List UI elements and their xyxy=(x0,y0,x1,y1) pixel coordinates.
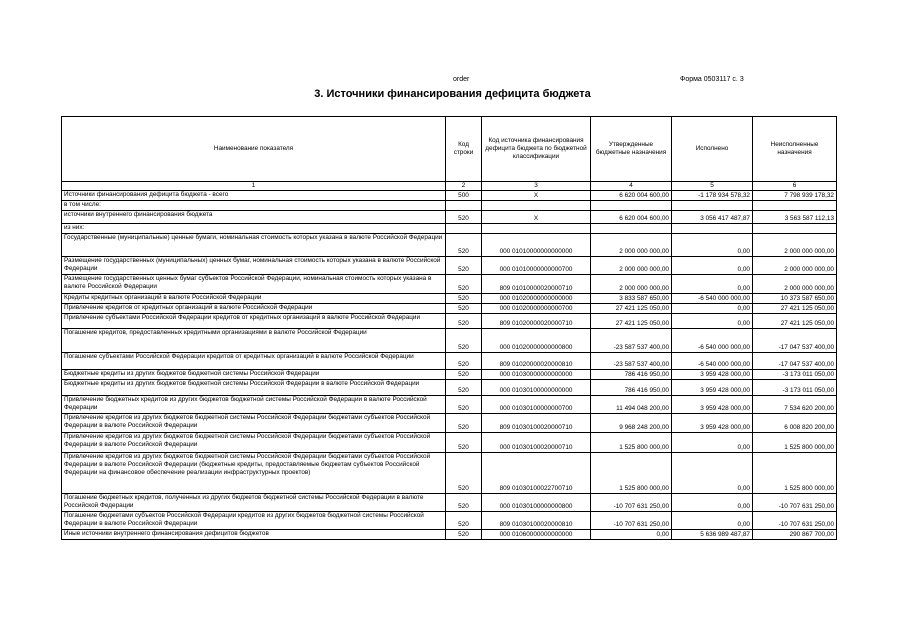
row-executed: 0,00 xyxy=(672,275,753,294)
row-source-code: X xyxy=(482,191,591,201)
row-source-code: 000 01030000000000000 xyxy=(482,370,591,380)
row-line-code: 520 xyxy=(446,304,482,314)
row-approved: 27 421 125 050,00 xyxy=(591,314,672,329)
row-executed: -1 178 934 578,32 xyxy=(672,191,753,201)
row-line-code: 520 xyxy=(446,414,482,433)
row-source-code: 809 01030100020000810 xyxy=(482,512,591,530)
row-unexecuted: 2 000 000 000,00 xyxy=(753,257,837,275)
row-executed: 3 056 417 487,87 xyxy=(672,211,753,224)
row-name: Привлечение кредитов из других бюджетов бюджетной системы Российской Федерации бюджетами субъектов Российской Федерации в валюте Российской Федерации (бюджетные кредиты, предоставляемые бюджетам субъектов Российской Федерации на финансовое обеспечение реализации инфраструктурных проектов) xyxy=(62,453,446,494)
row-line-code: 520 xyxy=(446,275,482,294)
row-line-code: 520 xyxy=(446,353,482,370)
table-row xyxy=(62,433,837,453)
table-row xyxy=(62,370,837,380)
column-header-executed: Исполнено xyxy=(672,117,753,182)
column-number: 4 xyxy=(591,182,672,191)
row-source-code: X xyxy=(482,211,591,224)
row-source-code: 000 01030100000000700 xyxy=(482,396,591,414)
row-line-code: 520 xyxy=(446,530,482,540)
row-name: источники внутреннего финансирования бюджета xyxy=(62,211,446,224)
table-row xyxy=(62,329,837,353)
row-source-code: 000 01030100000000000 xyxy=(482,380,591,396)
row-approved: 786 416 950,00 xyxy=(591,370,672,380)
row-approved: 3 833 587 650,00 xyxy=(591,294,672,304)
row-line-code: 520 xyxy=(446,234,482,257)
table-row xyxy=(62,314,837,329)
row-executed: -6 540 000 000,00 xyxy=(672,353,753,370)
row-line-code: 520 xyxy=(446,294,482,304)
row-unexecuted: -17 047 537 400,00 xyxy=(753,329,837,353)
column-header-source-code: Код источника финансирования дефицита бюджета по бюджетной классификации xyxy=(482,117,591,182)
table-row xyxy=(62,453,837,494)
row-name: Кредиты кредитных организаций в валюте Российской Федерации xyxy=(62,294,446,304)
row-executed: 5 636 989 487,87 xyxy=(672,530,753,540)
row-executed: 0,00 xyxy=(672,314,753,329)
table-row xyxy=(62,191,837,201)
row-name: Размещение государственных (муниципальных) ценных бумаг, номинальная стоимость которых указана в валюте Российской Федерации xyxy=(62,257,446,275)
row-line-code: 520 xyxy=(446,433,482,453)
row-unexecuted: -3 173 011 050,00 xyxy=(753,370,837,380)
row-source-code: 000 01020000000000700 xyxy=(482,304,591,314)
row-name: Погашение бюджетами субъектов Российской Федерации кредитов из других бюджетов бюджетной системы Российской Федерации в валюте Российской Федерации xyxy=(62,512,446,530)
row-name: Государственные (муниципальные) ценные бумаги, номинальная стоимость которых указана в валюте Российской Федерации xyxy=(62,234,446,257)
row-line-code: 520 xyxy=(446,370,482,380)
row-source-code: 000 01010000000000700 xyxy=(482,257,591,275)
row-unexecuted: -10 707 631 250,00 xyxy=(753,494,837,512)
row-executed: 0,00 xyxy=(672,433,753,453)
table-row xyxy=(62,380,837,396)
row-executed xyxy=(672,224,753,234)
row-line-code: 520 xyxy=(446,453,482,494)
row-line-code: 520 xyxy=(446,257,482,275)
row-unexecuted: 7 798 939 178,32 xyxy=(753,191,837,201)
row-unexecuted: 27 421 125 050,00 xyxy=(753,304,837,314)
row-source-code: 000 01060000000000000 xyxy=(482,530,591,540)
row-executed: 0,00 xyxy=(672,257,753,275)
table-row xyxy=(62,512,837,530)
row-approved: -10 707 631 250,00 xyxy=(591,512,672,530)
row-name: Бюджетные кредиты из других бюджетов бюджетной системы Российской Федерации xyxy=(62,370,446,380)
table-row xyxy=(62,530,837,540)
row-executed: -6 540 000 000,00 xyxy=(672,294,753,304)
row-source-code: 809 01020000020000710 xyxy=(482,314,591,329)
row-source-code: 809 01020000020000810 xyxy=(482,353,591,370)
column-header-approved: Утвержденные бюджетные назначения xyxy=(591,117,672,182)
row-approved: 27 421 125 050,00 xyxy=(591,304,672,314)
row-name: Привлечение бюджетных кредитов из других бюджетов бюджетной системы Российской Федерации в валюте Российской Федерации xyxy=(62,396,446,414)
row-source-code xyxy=(482,201,591,211)
table-row xyxy=(62,494,837,512)
row-approved: 6 620 004 600,00 xyxy=(591,211,672,224)
row-unexecuted: 10 373 587 650,00 xyxy=(753,294,837,304)
row-approved: -23 587 537 400,00 xyxy=(591,353,672,370)
row-name: Бюджетные кредиты из других бюджетов бюджетной системы Российской Федерации в валюте Российской Федерации xyxy=(62,380,446,396)
row-approved xyxy=(591,201,672,211)
row-name: Привлечение субъектами Российской Федерации кредитов от кредитных организаций в валюте Российской Федерации xyxy=(62,314,446,329)
row-unexecuted: 1 525 800 000,00 xyxy=(753,433,837,453)
row-name: Иные источники внутреннего финансирования дефицитов бюджетов xyxy=(62,530,446,540)
row-source-code: 000 01020000000000800 xyxy=(482,329,591,353)
row-approved: 6 620 004 600,00 xyxy=(591,191,672,201)
row-name: Источники финансирования дефицита бюджета - всего xyxy=(62,191,446,201)
row-unexecuted: -3 173 011 050,00 xyxy=(753,380,837,396)
row-unexecuted xyxy=(753,224,837,234)
row-line-code: 520 xyxy=(446,380,482,396)
table-row xyxy=(62,414,837,433)
column-number: 2 xyxy=(446,182,482,191)
row-unexecuted: 1 525 800 000,00 xyxy=(753,453,837,494)
table-row xyxy=(62,353,837,370)
row-approved: 786 416 950,00 xyxy=(591,380,672,396)
row-name: Размещение государственных ценных бумаг субъектов Российской Федерации, номинальная стоимость которых указана в валюте Российской Федерации xyxy=(62,275,446,294)
page-title: 3. Источники финансирования дефицита бюджета xyxy=(314,88,591,100)
row-source-code: 809 01030100020000710 xyxy=(482,414,591,433)
column-number: 3 xyxy=(482,182,591,191)
row-approved: 2 000 000 000,00 xyxy=(591,275,672,294)
row-unexecuted: -10 707 631 250,00 xyxy=(753,512,837,530)
table-row xyxy=(62,211,837,224)
row-executed: 3 959 428 000,00 xyxy=(672,370,753,380)
row-executed: 3 959 428 000,00 xyxy=(672,380,753,396)
row-approved: 2 000 000 000,00 xyxy=(591,257,672,275)
row-unexecuted: 27 421 125 050,00 xyxy=(753,314,837,329)
row-unexecuted: 7 534 620 200,00 xyxy=(753,396,837,414)
row-name: Привлечение кредитов из других бюджетов бюджетной системы Российской Федерации бюджетами субъектов Российской Федерации в валюте Российской Федерации xyxy=(62,414,446,433)
row-approved: 0,00 xyxy=(591,530,672,540)
row-line-code: 500 xyxy=(446,191,482,201)
row-executed: 3 959 428 000,00 xyxy=(672,414,753,433)
row-line-code: 520 xyxy=(446,512,482,530)
table-row xyxy=(62,234,837,257)
row-executed: 0,00 xyxy=(672,494,753,512)
row-source-code: 000 01020000000000000 xyxy=(482,294,591,304)
row-unexecuted xyxy=(753,201,837,211)
row-line-code: 520 xyxy=(446,211,482,224)
column-number: 1 xyxy=(62,182,446,191)
row-approved: 2 000 000 000,00 xyxy=(591,234,672,257)
table-row xyxy=(62,257,837,275)
row-name: в том числе: xyxy=(62,201,446,211)
row-line-code xyxy=(446,224,482,234)
row-source-code: 809 01010000020000710 xyxy=(482,275,591,294)
row-source-code: 000 01010000000000000 xyxy=(482,234,591,257)
table-row xyxy=(62,275,837,294)
row-unexecuted: 2 000 000 000,00 xyxy=(753,234,837,257)
financing-sources-table xyxy=(61,116,837,540)
row-line-code: 520 xyxy=(446,494,482,512)
row-name: Привлечение кредитов из других бюджетов бюджетной системы Российской Федерации бюджетами субъектов Российской Федерации в валюте Российской Федерации xyxy=(62,433,446,453)
row-name: Погашение кредитов, предоставленных кредитными организациями в валюте Российской Федерации xyxy=(62,329,446,353)
row-approved: 1 525 800 000,00 xyxy=(591,433,672,453)
row-approved: 9 968 248 200,00 xyxy=(591,414,672,433)
row-unexecuted: -17 047 537 400,00 xyxy=(753,353,837,370)
row-line-code: 520 xyxy=(446,314,482,329)
table-row xyxy=(62,294,837,304)
row-executed: 3 959 428 000,00 xyxy=(672,396,753,414)
row-name: Погашение бюджетных кредитов, полученных из других бюджетов бюджетной системы Российской Федерации в валюте Российской Федерации xyxy=(62,494,446,512)
row-executed: 0,00 xyxy=(672,234,753,257)
row-line-code: 520 xyxy=(446,396,482,414)
row-unexecuted: 3 563 587 112,13 xyxy=(753,211,837,224)
row-name: Погашение субъектами Российской Федерации кредитов от кредитных организаций в валюте Российской Федерации xyxy=(62,353,446,370)
row-source-code: 000 01030100020000710 xyxy=(482,433,591,453)
form-code: Форма 0503117 с. 3 xyxy=(680,76,744,83)
row-source-code xyxy=(482,224,591,234)
row-source-code: 000 01030100000000800 xyxy=(482,494,591,512)
row-name: Привлечение кредитов от кредитных организаций в валюте Российской Федерации xyxy=(62,304,446,314)
column-number: 6 xyxy=(753,182,837,191)
row-executed: -6 540 000 000,00 xyxy=(672,329,753,353)
order-label: order xyxy=(453,76,470,83)
row-unexecuted: 2 000 000 000,00 xyxy=(753,275,837,294)
row-executed xyxy=(672,201,753,211)
row-source-code: 809 01030100022700710 xyxy=(482,453,591,494)
column-header-unexecuted: Неисполненные назначения xyxy=(753,117,837,182)
column-number-row xyxy=(62,182,837,191)
table-row xyxy=(62,304,837,314)
column-header-name: Наименование показателя xyxy=(62,117,446,182)
row-unexecuted: 290 867 700,00 xyxy=(753,530,837,540)
row-approved: -23 587 537 400,00 xyxy=(591,329,672,353)
row-approved xyxy=(591,224,672,234)
row-line-code xyxy=(446,201,482,211)
row-executed: 0,00 xyxy=(672,512,753,530)
row-approved: -10 707 631 250,00 xyxy=(591,494,672,512)
column-number: 5 xyxy=(672,182,753,191)
column-header-line-code: Код строки xyxy=(446,117,482,182)
table-row xyxy=(62,201,837,211)
row-name: из них: xyxy=(62,224,446,234)
table-row xyxy=(62,224,837,234)
row-executed: 0,00 xyxy=(672,453,753,494)
row-executed: 0,00 xyxy=(672,304,753,314)
row-line-code: 520 xyxy=(446,329,482,353)
row-approved: 11 494 048 200,00 xyxy=(591,396,672,414)
row-approved: 1 525 800 000,00 xyxy=(591,453,672,494)
row-unexecuted: 6 008 820 200,00 xyxy=(753,414,837,433)
table-row xyxy=(62,396,837,414)
